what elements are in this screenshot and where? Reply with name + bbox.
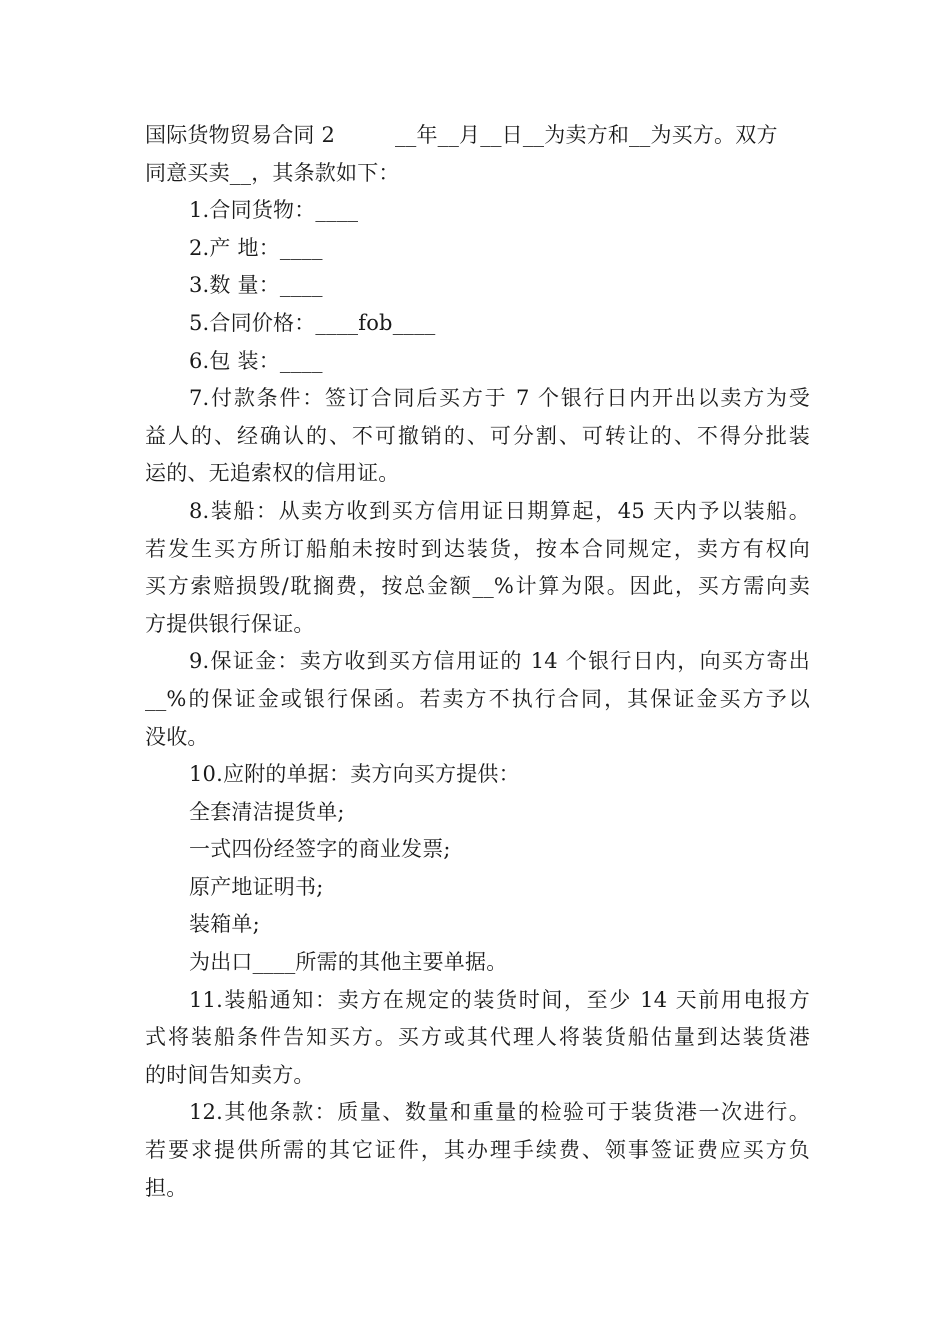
text-line: 式将装船条件告知买方。买方或其代理人将装货船估量到达装货港 <box>145 1025 810 1050</box>
text-line: 的时间告知卖方。 <box>145 1062 315 1087</box>
document-item: 装箱单; <box>189 912 260 937</box>
document-item: 原产地证明书; <box>189 874 324 899</box>
text-line: 同意买卖__，其条款如下： <box>145 160 400 185</box>
clause-payment: 7.付款条件：签订合同后买方于 7 个银行日内开出以卖方为受 <box>189 386 810 411</box>
text-line: 运的、无追索权的信用证。 <box>145 461 400 486</box>
clause-documents: 10.应附的单据：卖方向买方提供： <box>189 762 520 787</box>
clause-goods: 1.合同货物：____ <box>189 198 359 223</box>
clause-quantity: 3.数 量：____ <box>189 273 323 298</box>
document-title: 国际货物贸易合同 2 <box>145 123 336 147</box>
clause-deposit: 9.保证金：卖方收到买方信用证的 14 个银行日内，向买方寄出 <box>189 649 810 674</box>
clause-origin: 2.产 地：____ <box>189 235 323 260</box>
document-item: 全套清洁提货单; <box>189 799 345 824</box>
clause-shipping-notice: 11.装船通知：卖方在规定的装货时间，至少 14 天前用电报方 <box>189 987 810 1012</box>
preamble-text: __年__月__日__为卖方和__为买方。双方 <box>395 123 778 147</box>
document-title-line <box>145 117 810 155</box>
text-line: 买方索赔损毁/耽搁费，按总金额__%计算为限。因此，买方需向卖 <box>145 574 810 599</box>
clause-price: 5.合同价格：____fob____ <box>189 310 436 335</box>
text-line: 若要求提供所需的其它证件，其办理手续费、领事签证费应买方负 <box>145 1138 810 1163</box>
text-line: 没收。 <box>145 724 209 749</box>
text-line: 益人的、经确认的、不可撤销的、可分割、可转让的、不得分批装 <box>145 423 810 448</box>
clause-shipment: 8.装船：从卖方收到买方信用证日期算起，45 天内予以装船。 <box>189 498 810 523</box>
clause-other-terms: 12.其他条款：质量、数量和重量的检验可于装货港一次进行。 <box>189 1100 810 1125</box>
clause-packing: 6.包 装：____ <box>189 348 323 373</box>
text-line: 方提供银行保证。 <box>145 611 315 636</box>
document-body <box>145 117 810 1207</box>
document-item: 一式四份经签字的商业发票; <box>189 837 451 862</box>
text-line: __%的保证金或银行保函。若卖方不执行合同，其保证金买方予以 <box>145 686 810 711</box>
document-item: 为出口____所需的其他主要单据。 <box>189 950 508 975</box>
text-line: 担。 <box>145 1175 188 1200</box>
text-line: 若发生买方所订船舶未按时到达装货，按本合同规定，卖方有权向 <box>145 536 810 561</box>
